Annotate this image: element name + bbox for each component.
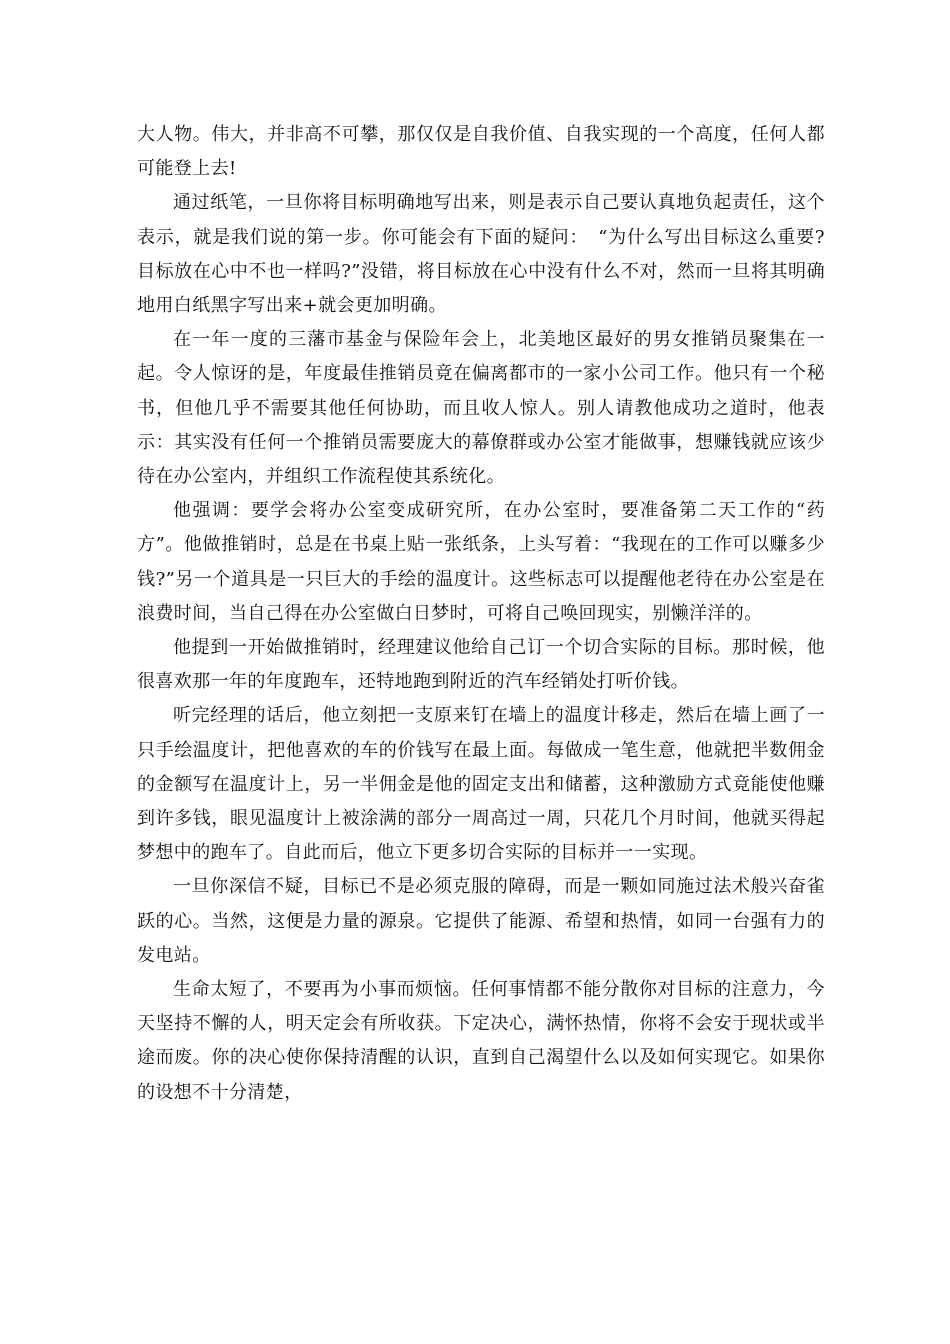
document-body <box>137 118 825 1110</box>
paragraph: 生命太短了，不要再为小事而烦恼。任何事情都不能分散你对目标的注意力，今天坚持不懈的人，明天定会有所收获。下定决心，满怀热情，你将不会安于现状或半途而废。你的决心使你保持清醒的认识，直到自己渴望什么以及如何实现它。如果你的设想不十分清楚， <box>137 979 825 1103</box>
paragraph: 在一年一度的三藩市基金与保险年会上，北美地区最好的男女推销员聚集在一起。令人惊讶的是，年度最佳推销员竟在偏离都市的一家小公司工作。他只有一个秘书，但他几乎不需要其他任何协助，而且收人惊人。别人请教他成功之道时，他表示：其实没有任何一个推销员需要庞大的幕僚群或办公室才能做事，想赚钱就应该少待在办公室内，并组织工作流程使其系统化。 <box>137 329 825 488</box>
paragraph: 听完经理的话后，他立刻把一支原来钉在墙上的温度计移走，然后在墙上画了一只手绘温度计，把他喜欢的车的价钱写在最上面。每做成一笔生意，他就把半数佣金的金额写在温度计上，另一半佣金是他的固定支出和储蓄，这种激励方式竟能使他赚到许多钱，眼见温度计上被涂满的部分一周高过一周，只花几个月时间，他就买得起梦想中的跑车了。自此而后，他立下更多切合实际的目标并一一实现。 <box>137 705 825 864</box>
paragraph: 通过纸笔，一旦你将目标明确地写出来，则是表示自己要认真地负起责任，这个表示，就是我们说的第一步。你可能会有下面的疑问： “为什么写出目标这么重要?目标放在心中不也一样吗?”没错，将目标放在心中没有什么不对，然而一旦将其明确地用白纸黑字写出来+就会更加明确。 <box>137 192 825 317</box>
paragraph: 他提到一开始做推销时，经理建议他给自己订一个切合实际的目标。那时候，他很喜欢那一年的年度跑车，还特地跑到附近的汽车经销处打听价钱。 <box>137 637 825 693</box>
paragraph: 他强调：要学会将办公室变成研究所，在办公室时，要准备第二天工作的“药方”。他做推销时，总是在书桌上贴一张纸条，上头写着：“我现在的工作可以赚多少钱?”另一个道具是一只巨大的手绘的温度计。这些标志可以提醒他老待在办公室是在浪费时间，当自己得在办公室做白日梦时，可将自己唤回现实，别懒洋洋的。 <box>137 500 825 624</box>
paragraph: 一旦你深信不疑，目标已不是必须克服的障碍，而是一颗如同施过法术般兴奋雀跃的心。当然，这便是力量的源泉。它提供了能源、希望和热情，如同一台强有力的发电站。 <box>137 876 825 966</box>
paragraph-continuation: 大人物。伟大，并非高不可攀，那仅仅是自我价值、自我实现的一个高度，任何人都可能登上去! <box>137 124 825 180</box>
